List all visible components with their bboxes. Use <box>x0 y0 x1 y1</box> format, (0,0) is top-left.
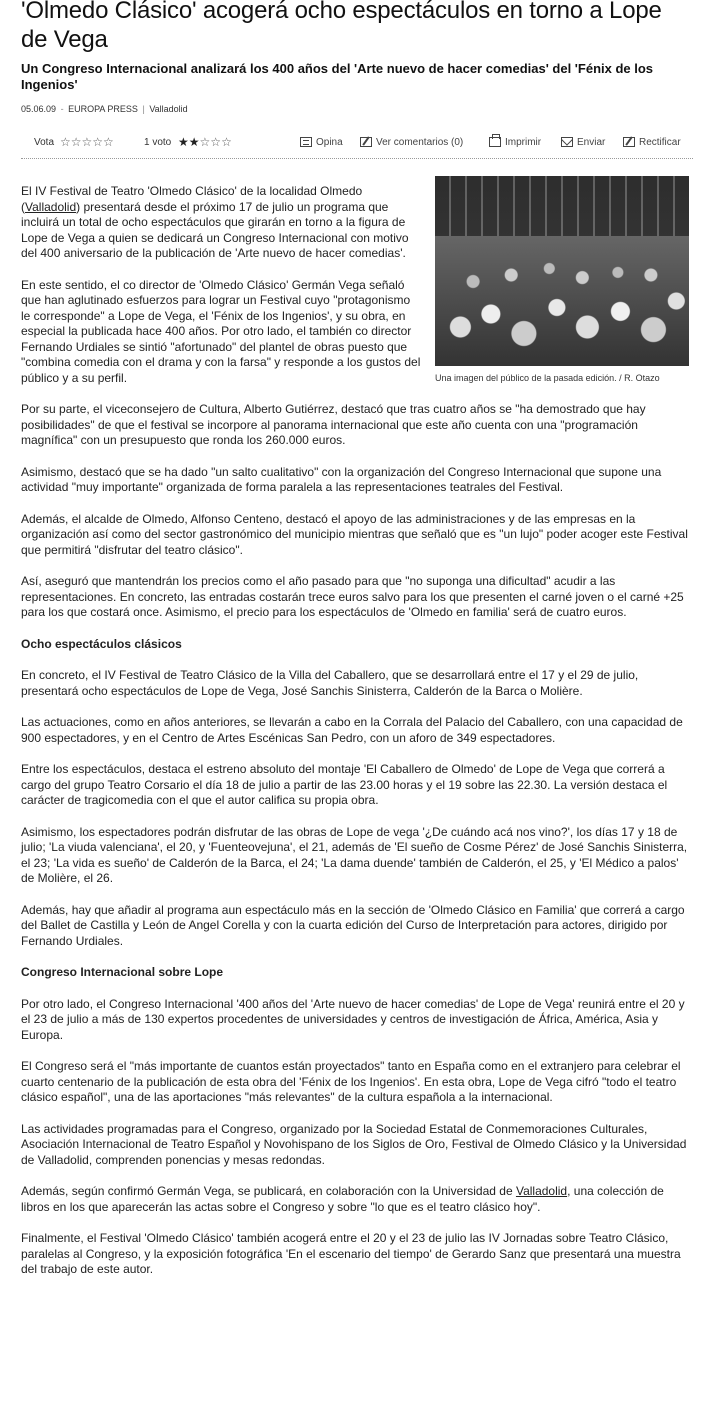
meta-separator: - <box>60 104 64 114</box>
star-filled-icon: ★ <box>188 135 200 149</box>
article-meta <box>21 104 188 114</box>
star-filled-icon: ★ <box>178 135 189 149</box>
meta-separator: | <box>142 104 145 114</box>
vote-label: Vota <box>34 137 55 148</box>
send-label: Enviar <box>577 137 606 148</box>
rating-stars <box>178 135 232 149</box>
view-comments-label: Ver comentarios (0) <box>376 137 464 148</box>
article-agency: EUROPA PRESS <box>68 104 138 114</box>
paragraph: En este sentido, el co director de 'Olmedo Clásico' Germán Vega señaló que han aglutinado esfuerzos para lograr un Festival cuyo "protagonismo le corresponde" a Lope de Vega, el 'Fénix de los Ingenios', y su obra, en especial la publicada hace 400 años. Por otro lado, el también co director Fernando Urdiales se sintió "afortunado" del plantel de obras puesto que "combina comedia con el drama y con la farsa" y responde a los gustos del público y a su perfil. <box>21 277 421 385</box>
paragraph-text: El IV Festival de Teatro 'Olmedo Clásico' de la localidad Olmedo ( <box>21 184 363 214</box>
print-icon <box>489 137 501 147</box>
photo-crowd <box>435 236 689 366</box>
vote-stars[interactable]: ☆☆☆☆☆ <box>60 135 114 149</box>
star-empty-icon: ☆ <box>221 135 232 149</box>
paragraph: En concreto, el IV Festival de Teatro Clásico de la Villa del Caballero, que se desarrollará entre el 17 y el 29 de julio, presentará ocho espectáculos de Lope de Vega, José Sanchis Sinisterra, Calderón de la Barca o Molière. <box>21 668 639 698</box>
article-figure <box>435 176 689 384</box>
paragraph: El Congreso será el "más importante de cuantos están proyectados" tanto en España como en el extranjero para celebrar el cuarto centenario de la publicación de esta obra del 'Fénix de los Ingenios'. En esta obra, Lope de Vega cifró "todo el teatro clásico español", una de las aportaciones "más relevantes" de la cultura española a la internacional. <box>21 1059 681 1104</box>
valladolid-link[interactable]: Valladolid <box>515 1184 568 1198</box>
paragraph: Asimismo, los espectadores podrán disfrutar de las obras de Lope de vega '¿De cuándo acá nos vino?', los días 17 y 18 de julio; 'La viuda valenciana', el 20, y 'Fuenteovejuna', el 21, además de 'El sueño de Cosme Pérez' de José Sanchis Sinisterra, el 23; 'La vida es sueño' de Calderón de la Barca, el 24; 'La dama duende' también de Calderón, el 25, y 'El Médico a palos' de Molière, el 26. <box>21 824 688 885</box>
paragraph <box>21 1184 689 1215</box>
send-button[interactable] <box>561 137 605 148</box>
paragraph: Además, el alcalde de Olmedo, Alfonso Centeno, destacó el apoyo de las administraciones y de las empresas en la organización así como del sector gastronómico del municipio mientras que señaló que es "un lujo" poder acoger este Festival que permitirá "disfrutar del teatro clásico". <box>21 511 688 557</box>
article-body <box>21 184 689 1294</box>
article-headline: 'Olmedo Clásico' acogerá ocho espectáculos en torno a Lope de Vega <box>21 0 662 53</box>
mail-icon <box>561 137 573 147</box>
view-comments-button[interactable] <box>360 137 463 148</box>
paragraph-text: Además, según confirmó Germán Vega, se publicará, en colaboración con la Universidad de <box>21 1184 516 1198</box>
paragraph-text: , una colección de libros en los que aparecerán las actas sobre el Congreso y sobre "lo que es el teatro clásico hoy". <box>21 1184 664 1214</box>
paragraph: Las actuaciones, como en años anteriores, se llevarán a cabo en la Corrala del Palacio del Caballero, con una capacidad de 900 espectadores, y en el Centro de Artes Escénicas San Pedro, con un aforo de 349 espectadores. <box>21 715 683 745</box>
star-empty-icon: ☆ <box>199 135 211 149</box>
article-subtitle: Un Congreso Internacional analizará los 400 años del 'Arte nuevo de hacer comedias' del 'Fénix de los Ingenios' <box>21 61 654 92</box>
valladolid-link[interactable]: Valladolid <box>25 199 77 214</box>
paragraph: Así, aseguró que mantendrán los precios como el año pasado para que "no suponga una dificultad" acudir a las representaciones. En concreto, las entradas costarán trece euros salvo para los que presenten el carné joven o el carné +25 para los que costará once. Asimismo, el precio para los espectáculos de 'Olmedo en familia' será de cuatro euros. <box>21 574 684 619</box>
paragraph-text: ) presentará desde el próximo 17 de julio un programa que incluirá un total de ocho espectáculos que girarán en torno a la figura de Lope de Vega a quien se dedicará un Congreso Internacional con motivo del 400 aniversario de la publicación de 'Arte nuevo de hacer comedias'. <box>21 199 409 260</box>
paragraph: Finalmente, el Festival 'Olmedo Clásico' también acogerá entre el 20 y el 23 de julio las IV Jornadas sobre Teatro Clásico, paralelas al Congreso, y la exposición fotográfica 'En el escenario del tiempo' de Gerardo Sanz que presentará una muestra del trabajo de este autor. <box>21 1231 681 1276</box>
paragraph: Además, hay que añadir al programa aun espectáculo más en la sección de 'Olmedo Clásico en Familia' que correrá a cargo del Ballet de Castilla y León de Angel Corella y con la cuarta edición del Curso de Interpretación para actores, dirigido por Fernando Urdiales. <box>21 902 685 948</box>
star-empty-icon: ☆ <box>210 135 222 149</box>
opina-button[interactable] <box>300 137 343 148</box>
section-heading: Congreso Internacional sobre Lope <box>21 965 224 979</box>
paragraph: Las actividades programadas para el Congreso, organizado por la Sociedad Estatal de Conmemoraciones Culturales, Asociación Internacional de Teatro Español y Novohispano de los Siglos de Oro, Festival de Olmedo Clásico y la Universidad de Valladolid, comprenden ponencias y mesas redondas. <box>21 1121 687 1167</box>
edit-icon <box>623 137 635 147</box>
rectify-button[interactable] <box>623 137 681 148</box>
audience-photo <box>435 176 689 366</box>
paragraph: Asimismo, destacó que se ha dado "un salto cualitativo" con la organización del Congreso Internacional que supone una actividad "muy importante" organizada de forma paralela a las representaciones teatrales del Festival. <box>21 464 662 494</box>
article-location: Valladolid <box>149 104 188 114</box>
rectify-label: Rectificar <box>639 137 681 148</box>
votes-count: 1 voto <box>144 137 172 148</box>
opina-label: Opina <box>316 137 343 148</box>
article-toolbar <box>21 130 693 159</box>
paragraph: Por su parte, el viceconsejero de Cultura, Alberto Gutiérrez, destacó que tras cuatro años se "ha demostrado que hay posibilidades" de que el festival se incorpore al panorama internacional que este año cuenta con una "programación magnífica" con un presupuesto que ronda los 260.000 euros. <box>21 402 646 447</box>
print-label: Imprimir <box>505 137 542 148</box>
paragraph: Por otro lado, el Congreso Internacional '400 años del 'Arte nuevo de hacer comedias' de Lope de Vega' reunirá entre el 20 y el 23 de julio a más de 130 expertos procedentes de universidades y centros de investigación de África, América, Asia y Europa. <box>21 996 685 1042</box>
comment-icon <box>300 137 312 147</box>
section-heading: Ocho espectáculos clásicos <box>21 636 182 651</box>
comments-list-icon <box>360 137 372 147</box>
article-date: 05.06.09 <box>21 104 57 114</box>
photo-caption: Una imagen del público de la pasada edición. / R. Otazo <box>435 373 660 383</box>
photo-ceiling <box>435 176 689 236</box>
paragraph: Entre los espectáculos, destaca el estreno absoluto del montaje 'El Caballero de Olmedo' de Lope de Vega que correrá a cargo del grupo Teatro Corsario el día 18 de julio a partir de las 23.00 horas y el 19 sobre las 22.30. La versión destaca el carácter de tragicomedia con el que el autor califica su propia obra. <box>21 762 668 807</box>
print-button[interactable] <box>489 137 541 148</box>
